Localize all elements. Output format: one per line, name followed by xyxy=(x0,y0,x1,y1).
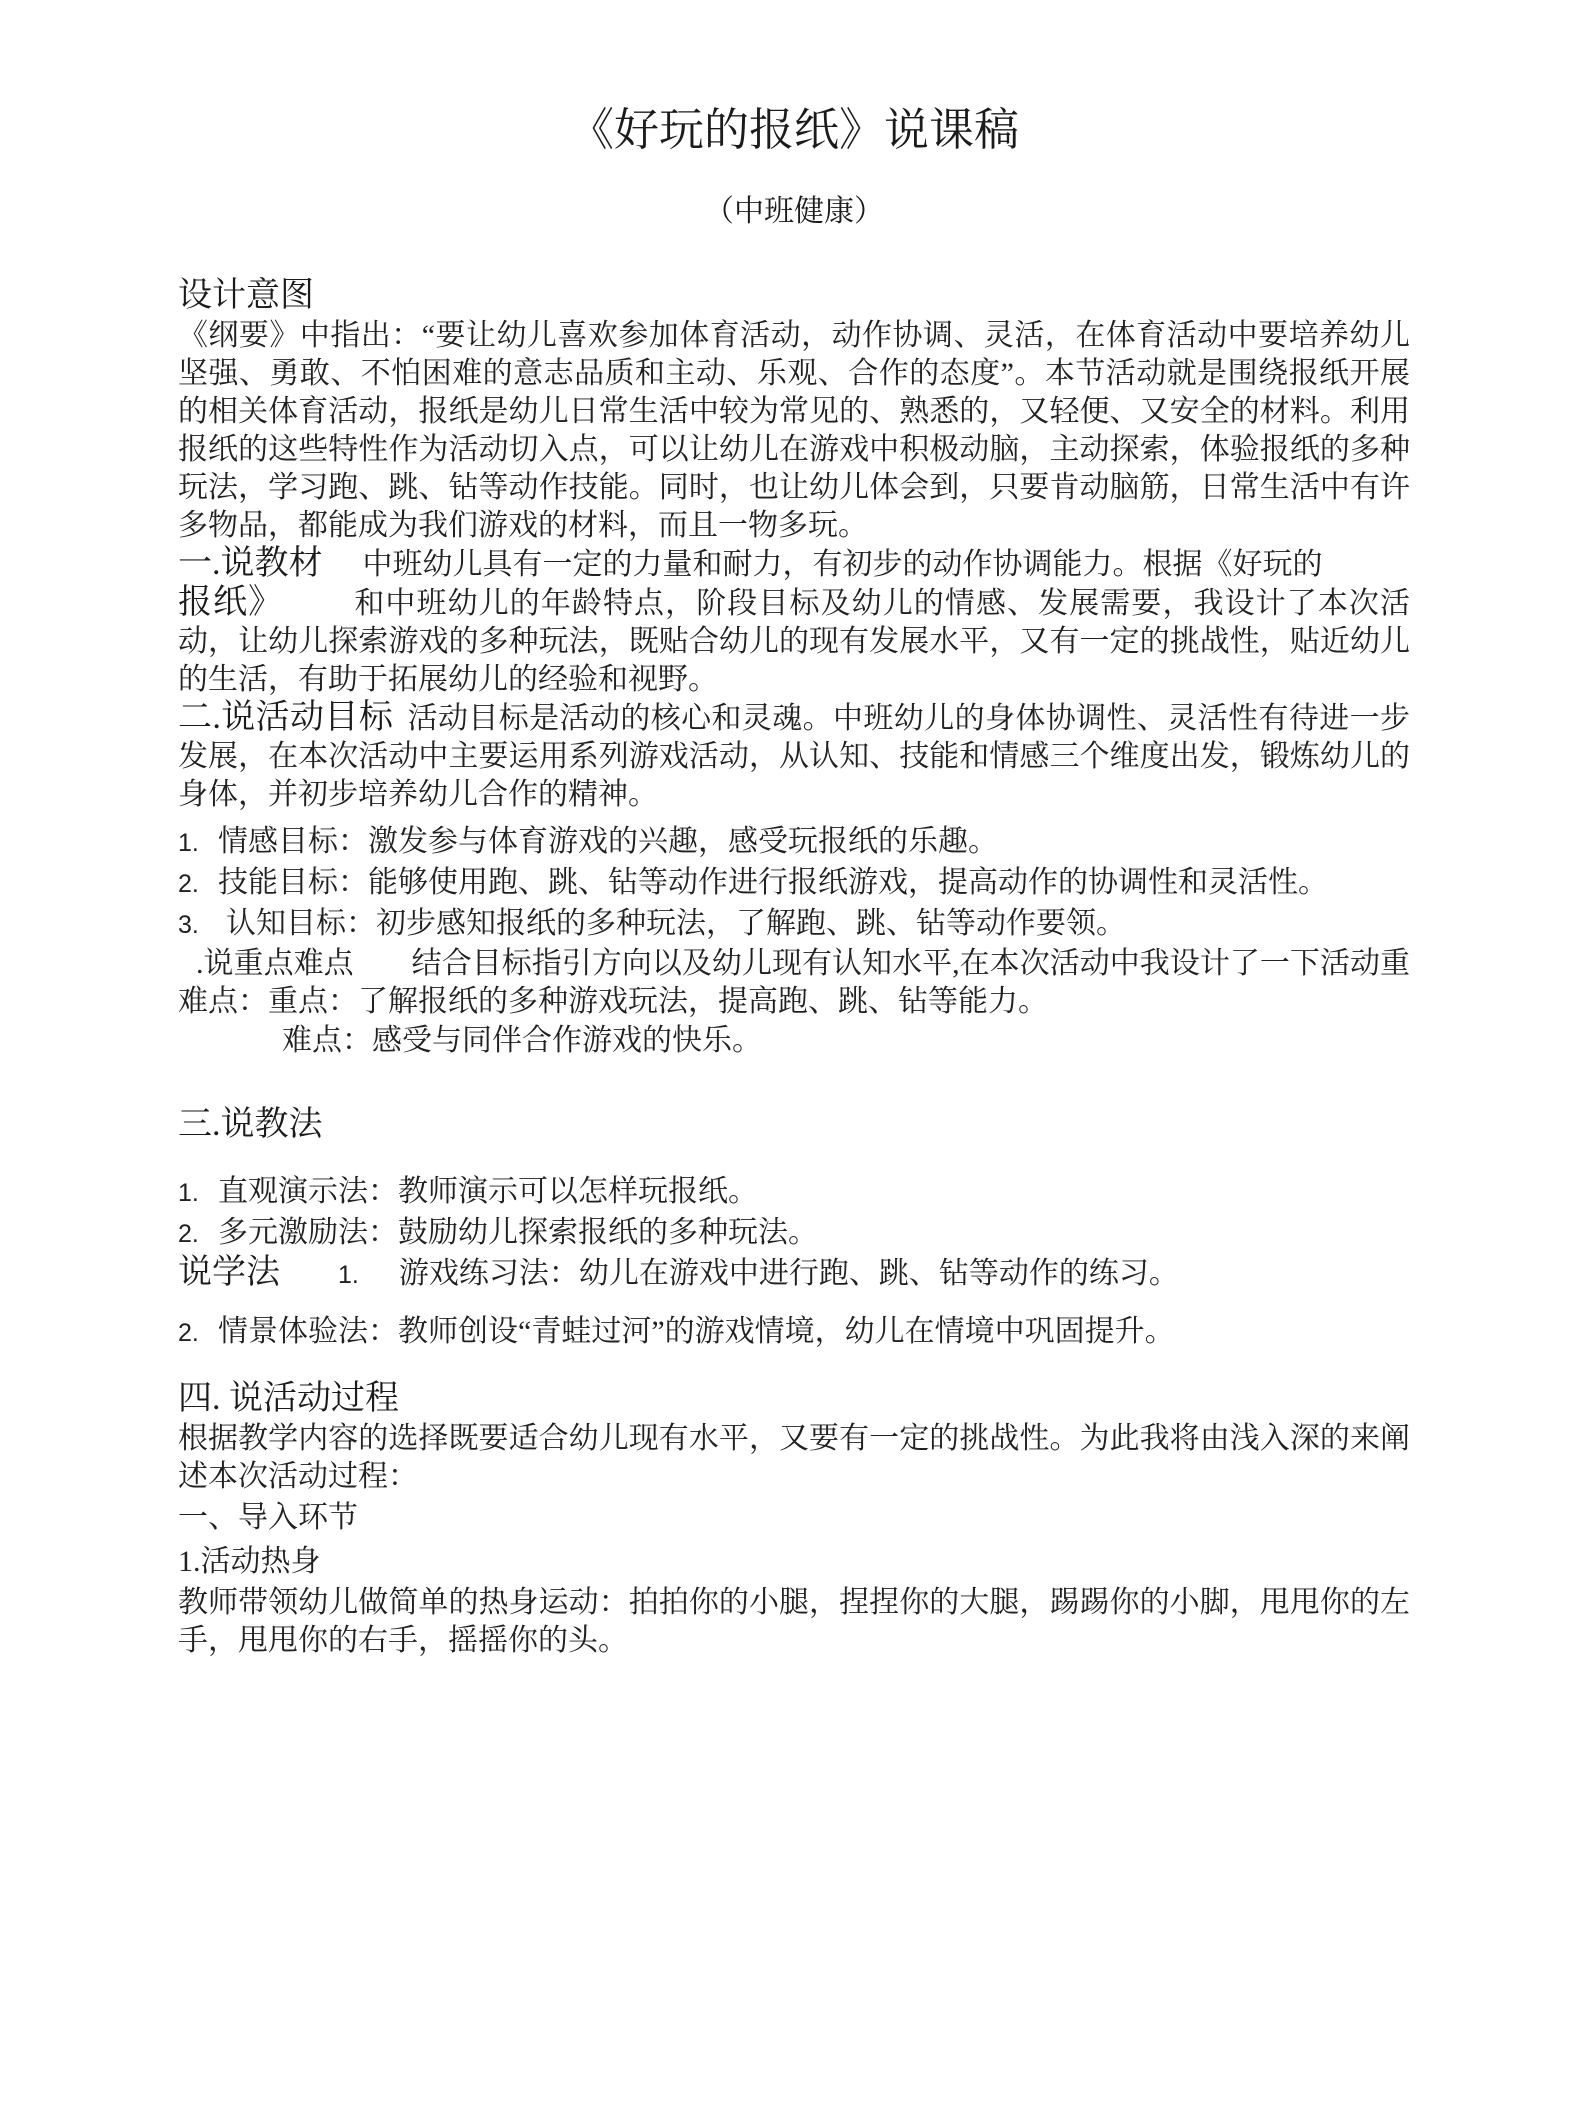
goals-paragraph xyxy=(178,699,1410,814)
list-item-text: 情感目标：激发参与体育游戏的兴趣，感受玩报纸的乐趣。 xyxy=(218,825,998,859)
list-item xyxy=(178,1172,1410,1213)
learning-paragraph xyxy=(178,1254,1410,1294)
materials-intro-text: 中班幼儿具有一定的力量和耐力，有初步的动作协调能力。根据《好玩的 xyxy=(362,548,1323,582)
doc-subtitle: （中班健康） xyxy=(704,195,884,229)
list-item-text: 直观演示法：教师演示可以怎样玩报纸。 xyxy=(218,1174,758,1208)
list-item xyxy=(178,1312,1410,1353)
list-item-number: 1. xyxy=(178,1178,199,1207)
teaching-list xyxy=(178,1172,1410,1254)
heading-teaching-methods: 三.说教法 xyxy=(178,1106,323,1144)
process-substep-heading: 1.活动热身 xyxy=(178,1544,321,1578)
list-item xyxy=(178,863,1410,904)
list-item-number: 3. xyxy=(178,911,199,940)
list-item-text: 多元激励法：鼓励幼儿探索报纸的多种玩法。 xyxy=(218,1215,818,1249)
keypoints-paragraph xyxy=(178,945,1410,1021)
process-step-heading: 一、导入环节 xyxy=(178,1500,358,1534)
heading-activity-process: 四. 说活动过程 xyxy=(178,1379,399,1417)
list-item-text: 认知目标：初步感知报纸的多种玩法，了解跑、跳、钻等动作要领。 xyxy=(226,907,1126,941)
goals-intro-text: 活动目标是活动的核心和灵魂。中班幼儿的身体协调性、灵活性有待进一步发展，在本次活动中主要运用系列游戏活动，从认知、技能和情感三个维度出发，锻炼幼儿的身体，并初步培养幼儿合作的精神。 xyxy=(178,702,1411,812)
process-intro-paragraph: 根据教学内容的选择既要适合幼儿现有水平，又要有一定的挑战性。为此我将由浅入深的来阐述本次活动过程： xyxy=(178,1421,1410,1493)
heading-learning-methods: 说学法 xyxy=(178,1253,280,1291)
difficulty-line: 难点：感受与同伴合作游戏的快乐。 xyxy=(282,1024,762,1058)
learning-list xyxy=(178,1312,1410,1353)
learning-item1-text: 游戏练习法：幼儿在游戏中进行跑、跳、钻等动作的练习。 xyxy=(398,1256,1179,1290)
list-item xyxy=(178,1213,1410,1254)
list-item-number: 2. xyxy=(178,870,199,899)
list-item xyxy=(178,904,1410,945)
design-intent-paragraph: 《纲要》中指出：“要让幼儿喜欢参加体育活动，动作协调、灵活，在体育活动中要培养幼儿坚强、勇敢、不怕困难的意志品质和主动、乐观、合作的态度”。本节活动就是围绕报纸开展的相关体育活动，报纸是幼儿日常生活中较为常见的、熟悉的，又轻便、又安全的材料。利用报纸的这些特性作为活动切入点，可以让幼儿在游戏中积极动脑，主动探索，体验报纸的多种玩法，学习跑、跳、钻等动作技能。同时，也让幼儿体会到，只要肯动脑筋，日常生活中有许多物品，都能成为我们游戏的材料，而且一物多玩。 xyxy=(178,319,1410,543)
materials-paragraph-1 xyxy=(178,545,1410,584)
list-item-number: 1. xyxy=(178,829,199,858)
list-item-number: 2. xyxy=(178,1219,199,1248)
keypoints-text: 结合目标指引方向以及幼儿现有认知水平,在本次活动中我设计了一下活动重难点：重点：了解报纸的多种游戏玩法，提高跑、跳、钻等能力。 xyxy=(178,947,1411,1019)
doc-title: 《好玩的报纸》说课稿 xyxy=(568,105,1019,155)
keypoints-label: .说重点难点 xyxy=(196,947,354,981)
heading-design-intent: 设计意图 xyxy=(178,277,314,315)
process-body-paragraph: 教师带领幼儿做简单的热身运动：拍拍你的小腿，捏捏你的大腿，踢踢你的小脚，甩甩你的左手，甩甩你的右手，摇摇你的头。 xyxy=(178,1585,1410,1657)
materials-paragraph-2 xyxy=(178,584,1410,699)
materials-bigword: 报纸》 xyxy=(178,584,284,622)
list-item-number: 1. xyxy=(338,1260,359,1289)
heading-materials: 一.说教材 xyxy=(178,545,323,583)
list-item-number: 2. xyxy=(178,1318,199,1347)
list-item xyxy=(178,822,1410,863)
goals-list xyxy=(178,822,1410,945)
materials-cont-text: 和中班幼儿的年龄特点，阶段目标及幼儿的情感、发展需要，我设计了本次活动，让幼儿探索游戏的多种玩法，既贴合幼儿的现有发展水平，又有一定的挑战性，贴近幼儿的生活，有助于拓展幼儿的经验和视野。 xyxy=(178,587,1411,697)
list-item-text: 技能目标：能够使用跑、跳、钻等动作进行报纸游戏，提高动作的协调性和灵活性。 xyxy=(218,866,1328,900)
list-item-text: 情景体验法：教师创设“青蛙过河”的游戏情境，幼儿在情境中巩固提升。 xyxy=(218,1314,1175,1348)
heading-goals: 二.说活动目标 xyxy=(178,699,394,737)
